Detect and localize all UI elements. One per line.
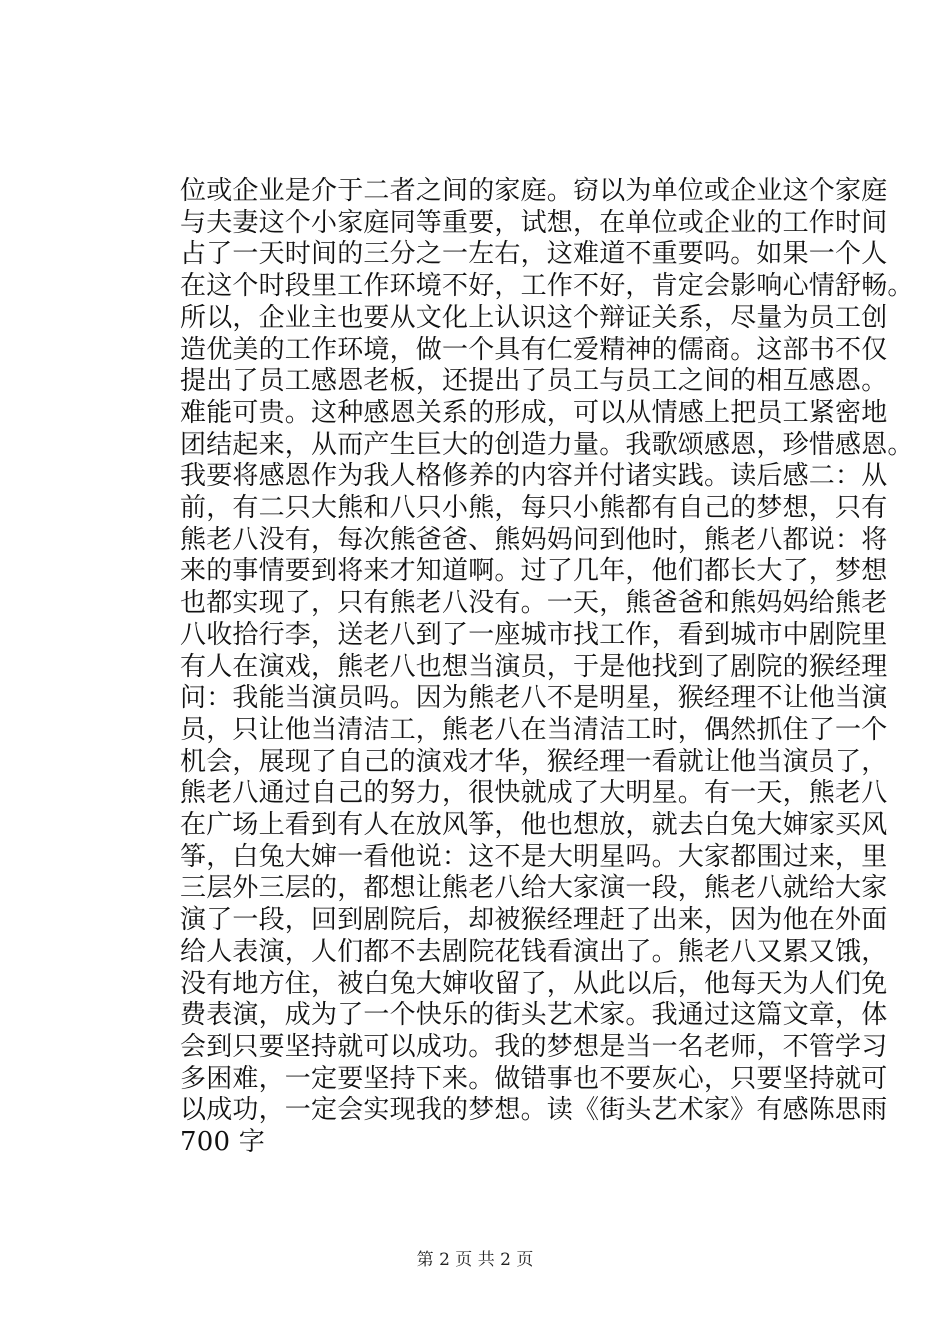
text-line: 团结起来，从而产生巨大的创造力量。我歌颂感恩，珍惜感恩。 <box>180 429 914 460</box>
text-line: 筝，白兔大婶一看他说：这不是大明星吗。大家都围过来，里 <box>180 841 888 872</box>
text-line: 机会，展现了自己的演戏才华，猴经理一看就让他当演员了， <box>180 746 888 777</box>
page-footer: 第 2 页 共 2 页 <box>416 1250 534 1270</box>
text-line: 有人在演戏，熊老八也想当演员，于是他找到了剧院的猴经理 <box>180 651 888 682</box>
text-line: 多困难，一定要坚持下来。做错事也不要灰心，只要坚持就可 <box>180 1063 888 1094</box>
body-text <box>180 176 914 1159</box>
text-line: 来的事情要到将来才知道啊。过了几年，他们都长大了，梦想 <box>180 556 888 587</box>
text-line: 造优美的工作环境，做一个具有仁爱精神的儒商。这部书不仅 <box>180 334 888 365</box>
text-line: 与夫妻这个小家庭同等重要，试想，在单位或企业的工作时间 <box>180 207 888 238</box>
text-line: 提出了员工感恩老板，还提出了员工与员工之间的相互感恩。 <box>180 366 888 397</box>
text-line: 费表演，成为了一个快乐的街头艺术家。我通过这篇文章，体 <box>180 1000 888 1031</box>
text-line: 在这个时段里工作环境不好，工作不好，肯定会影响心情舒畅。 <box>180 271 914 302</box>
text-line: 我要将感恩作为我人格修养的内容并付诸实践。读后感二：从 <box>180 461 888 492</box>
text-line: 也都实现了，只有熊老八没有。一天，熊爸爸和熊妈妈给熊老 <box>180 588 888 619</box>
text-line: 前，有二只大熊和八只小熊，每只小熊都有自己的梦想，只有 <box>180 493 888 524</box>
text-line: 员，只让他当清洁工，熊老八在当清洁工时，偶然抓住了一个 <box>180 714 888 745</box>
text-line: 700 字 <box>180 1127 265 1158</box>
text-line: 位或企业是介于二者之间的家庭。窃以为单位或企业这个家庭 <box>180 176 888 206</box>
text-line: 问：我能当演员吗。因为熊老八不是明星，猴经理不让他当演 <box>180 683 888 714</box>
text-line: 会到只要坚持就可以成功。我的梦想是当一名老师，不管学习 <box>180 1031 888 1062</box>
text-line: 难能可贵。这种感恩关系的形成，可以从情感上把员工紧密地 <box>180 397 888 428</box>
text-line: 熊老八没有，每次熊爸爸、熊妈妈问到他时，熊老八都说：将 <box>180 524 888 555</box>
text-line: 以成功，一定会实现我的梦想。读《街头艺术家》有感陈思雨 <box>180 1095 888 1126</box>
text-line: 在广场上看到有人在放风筝，他也想放，就去白兔大婶家买风 <box>180 810 888 841</box>
text-line: 演了一段，回到剧院后，却被猴经理赶了出来，因为他在外面 <box>180 905 888 936</box>
text-line: 没有地方住，被白兔大婶收留了，从此以后，他每天为人们免 <box>180 968 888 999</box>
text-line: 占了一天时间的三分之一左右，这难道不重要吗。如果一个人 <box>180 239 888 270</box>
text-line: 给人表演，人们都不去剧院花钱看演出了。熊老八又累又饿， <box>180 936 888 967</box>
text-line: 熊老八通过自己的努力，很快就成了大明星。有一天，熊老八 <box>180 778 888 809</box>
text-line: 所以，企业主也要从文化上认识这个辩证关系，尽量为员工创 <box>180 302 888 333</box>
text-line: 八收拾行李，送老八到了一座城市找工作，看到城市中剧院里 <box>180 619 888 650</box>
text-line: 三层外三层的，都想让熊老八给大家演一段，熊老八就给大家 <box>180 873 888 904</box>
